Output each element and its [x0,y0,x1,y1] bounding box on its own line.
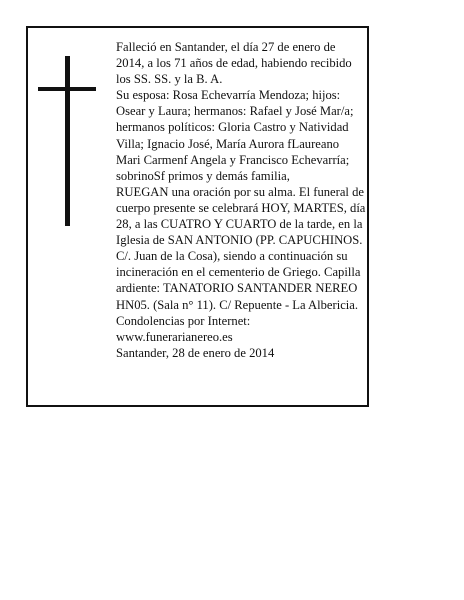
place-and-date: Santander, 28 de enero de 2014 [116,345,275,360]
death-announcement: Falleció en Santander, el día 27 de enero de 2014, a los 71 años de edad, habiendo recibido los SS. SS. y la B. A. [116,40,352,87]
obituary-notice [26,26,369,407]
notice-text [116,39,366,361]
funeral-details: RUEGAN una oración por su alma. El funeral de cuerpo presente se celebrará HOY, MARTES, día 28, a las CUATRO Y CUARTO de la tarde, en la Iglesia de SAN ANTONIO (PP. CAPUCHINOS. C/. Juan de la Cosa), siendo a continuación su incineración en el cementerio de Griego. Capilla ardiente: TANATORIO SANTANDER NEREO HN05. (Sala n° 11). C/ Repuente - La Albericia. [116,184,366,312]
family-list: Su esposa: Rosa Echevarría Mendoza; hijos: Osear y Laura; hermanos: Rafael y José Mar/a; hermanos políticos: Gloria Castro y Natividad Villa; Ignacio José, María Aurora fLaureano Mari Carmenf Angela y Francisco Echevarría; sobrinoSf primos y demás familia, [116,88,354,183]
latin-cross-icon [38,56,96,226]
cross-horizontal-bar [38,87,96,91]
online-condolences: Condolencias por Internet: www.funerarianereo.es [116,313,251,344]
cross-vertical-bar [65,56,70,226]
